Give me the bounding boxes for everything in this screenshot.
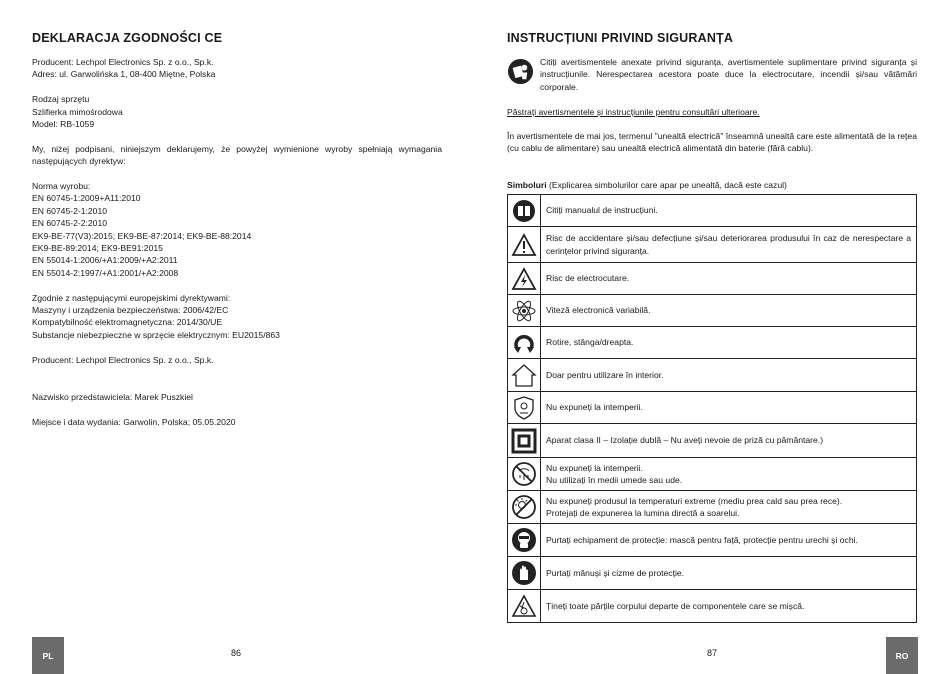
symbol-text-line: Nu expuneți produsul la temperaturi extreme (mediu prea cald sau prea rece). xyxy=(546,495,843,506)
symbol-text-line: Protejați de expunerea la lumina directă a soarelui. xyxy=(546,508,740,518)
directives-label: Zgodnie z następującymi europejskimi dyrektywami: xyxy=(32,292,231,303)
symbols-label: Simboluri xyxy=(507,180,547,190)
gloves-icon xyxy=(511,560,537,586)
safety-title: INSTRUCȚIUNI PRIVIND SIGURANȚA xyxy=(507,31,734,45)
table-row xyxy=(508,227,917,263)
page-number: 87 xyxy=(707,648,718,658)
table-row xyxy=(508,295,917,327)
norm-item: EN 60745-2-2:2010 xyxy=(32,218,108,229)
table-row xyxy=(508,424,917,458)
representative: Nazwisko przedstawiciela: Marek Puszkiel xyxy=(32,391,193,402)
symbols-heading xyxy=(507,179,917,191)
page-number: 86 xyxy=(231,648,242,658)
address: Adres: ul. Garwolińska 1, 08-400 Miętne, Polska xyxy=(32,69,216,80)
safety-warning-text: Citiți avertismentele anexate privind siguranța, avertismentele suplimentare privind siguranța și instrucțiunile. Nerespectarea acestora poate duce la electrocutare, incendii și/sau vătămări corporale. xyxy=(540,57,917,92)
protective-mask-icon xyxy=(511,527,537,553)
directive-item: Kompatybilność elektromagnetyczna: 2014/30/UE xyxy=(32,317,223,328)
device-type: Szlifierka mimośrodowa xyxy=(32,106,123,117)
symbol-text: Țineți toate părțile corpului departe de componentele care se mișcă. xyxy=(541,590,917,623)
norm-item: EN 60745-2-1:2010 xyxy=(32,205,108,216)
symbol-text: Aparat clasa II – Izolație dublă – Nu aveți nevoie de priză cu pământare.) xyxy=(541,424,917,458)
no-sun-icon xyxy=(511,494,537,520)
symbols-description: (Explicarea simbolurilor care apar pe unealtă, dacă este cazul) xyxy=(546,180,787,190)
symbols-table xyxy=(507,194,917,623)
house-icon xyxy=(511,362,537,388)
symbol-text: Risc de accidentare și/sau defecțiune și/sau deteriorarea produsului în caz de nerespectare a cerințelor privind siguranța. xyxy=(541,227,917,263)
symbol-text: Purtați mănuși și cizme de protecție. xyxy=(541,557,917,590)
symbol-text xyxy=(541,491,917,524)
symbol-text: Citiți manualul de instrucțiuni. xyxy=(541,195,917,227)
keep-instructions: Păstrați avertismentele și instrucțiunile pentru consultări ulterioare. xyxy=(507,107,760,117)
symbol-text: Risc de electrocutare. xyxy=(541,263,917,295)
norm-item: EK9-BE-77(V3):2015; EK9-BE-87:2014; EK9-BE-88:2014 xyxy=(32,230,252,241)
table-row xyxy=(508,590,917,623)
producer-repeat: Producent: Lechpol Electronics Sp. z o.o., Sp.k. xyxy=(32,354,214,365)
model: Model: RB-1059 xyxy=(32,119,95,130)
symbol-text: Nu expuneți la intemperii. xyxy=(541,392,917,424)
moving-parts-icon xyxy=(511,594,537,618)
table-row xyxy=(508,263,917,295)
directive-item: Maszyny i urządzenia bezpieczeństwa: 2006/42/EC xyxy=(32,305,229,316)
symbol-text: Doar pentru utilizare în interior. xyxy=(541,359,917,392)
no-wet-icon xyxy=(511,461,537,487)
norms-label: Norma wyrobu: xyxy=(32,181,91,192)
rotation-icon xyxy=(511,331,537,355)
read-manual-warning-icon xyxy=(507,58,534,85)
language-tab: PL xyxy=(32,637,64,674)
table-row xyxy=(508,491,917,524)
page-title: DEKLARACJA ZGODNOŚCI CE xyxy=(32,31,223,45)
power-tool-definition: În avertismentele de mai jos, termenul "unealtă electrică" înseamnă unealtă care este alimentată de la rețea (cu cablu de alimentare) sau unealtă electrică alimentată din baterie (fără cablu). xyxy=(507,131,917,154)
electric-shock-icon xyxy=(511,267,537,291)
atom-icon xyxy=(511,299,537,323)
norm-item: EN 55014-1:2006/+A1:2009/+A2:2011 xyxy=(32,255,178,266)
table-row xyxy=(508,359,917,392)
device-type-label: Rodzaj sprzętu xyxy=(32,94,90,105)
norm-item: EN 60745-1:2009+A11:2010 xyxy=(32,193,141,204)
place-date: Miejsce i data wydania: Garwolin, Polska; 05.05.2020 xyxy=(32,416,236,427)
directive-item: Substancje niebezpieczne w sprzęcie elektrycznym: EU2015/863 xyxy=(32,329,280,340)
warning-triangle-icon xyxy=(511,233,537,257)
symbol-text: Purtați echipament de protecție: mască pentru față, protecție pentru urechi și ochi. xyxy=(541,524,917,557)
norm-item: EN 55014-2:1997/+A1:2001/+A2:2008 xyxy=(32,267,179,278)
declaration-body xyxy=(32,56,442,440)
symbol-text-line: Nu expuneți la intemperii. xyxy=(546,462,643,473)
table-row xyxy=(508,327,917,359)
symbol-text: Viteză electronică variabilă. xyxy=(541,295,917,327)
safety-warning xyxy=(507,56,917,93)
symbol-text xyxy=(541,458,917,491)
symbol-text-line: Nu utilizați în medii umede sau ude. xyxy=(546,475,683,485)
rain-shield-icon xyxy=(512,395,536,421)
language-tab: RO xyxy=(886,637,918,674)
symbol-text: Rotire, stânga/dreapta. xyxy=(541,327,917,359)
table-row xyxy=(508,392,917,424)
norm-item: EK9-BE-89:2014; EK9-BE91:2015 xyxy=(32,243,163,254)
table-row xyxy=(508,557,917,590)
producer: Producent: Lechpol Electronics Sp. z o.o., Sp.k. xyxy=(32,57,214,67)
declaration-statement: My, niżej podpisani, niniejszym deklarujemy, że powyżej wymienione wyroby spełniają wymagania następujących dyrektyw: xyxy=(32,143,442,167)
table-row xyxy=(508,195,917,227)
double-insulation-icon xyxy=(511,428,537,454)
table-row xyxy=(508,458,917,491)
manual-icon xyxy=(512,199,536,223)
table-row xyxy=(508,524,917,557)
